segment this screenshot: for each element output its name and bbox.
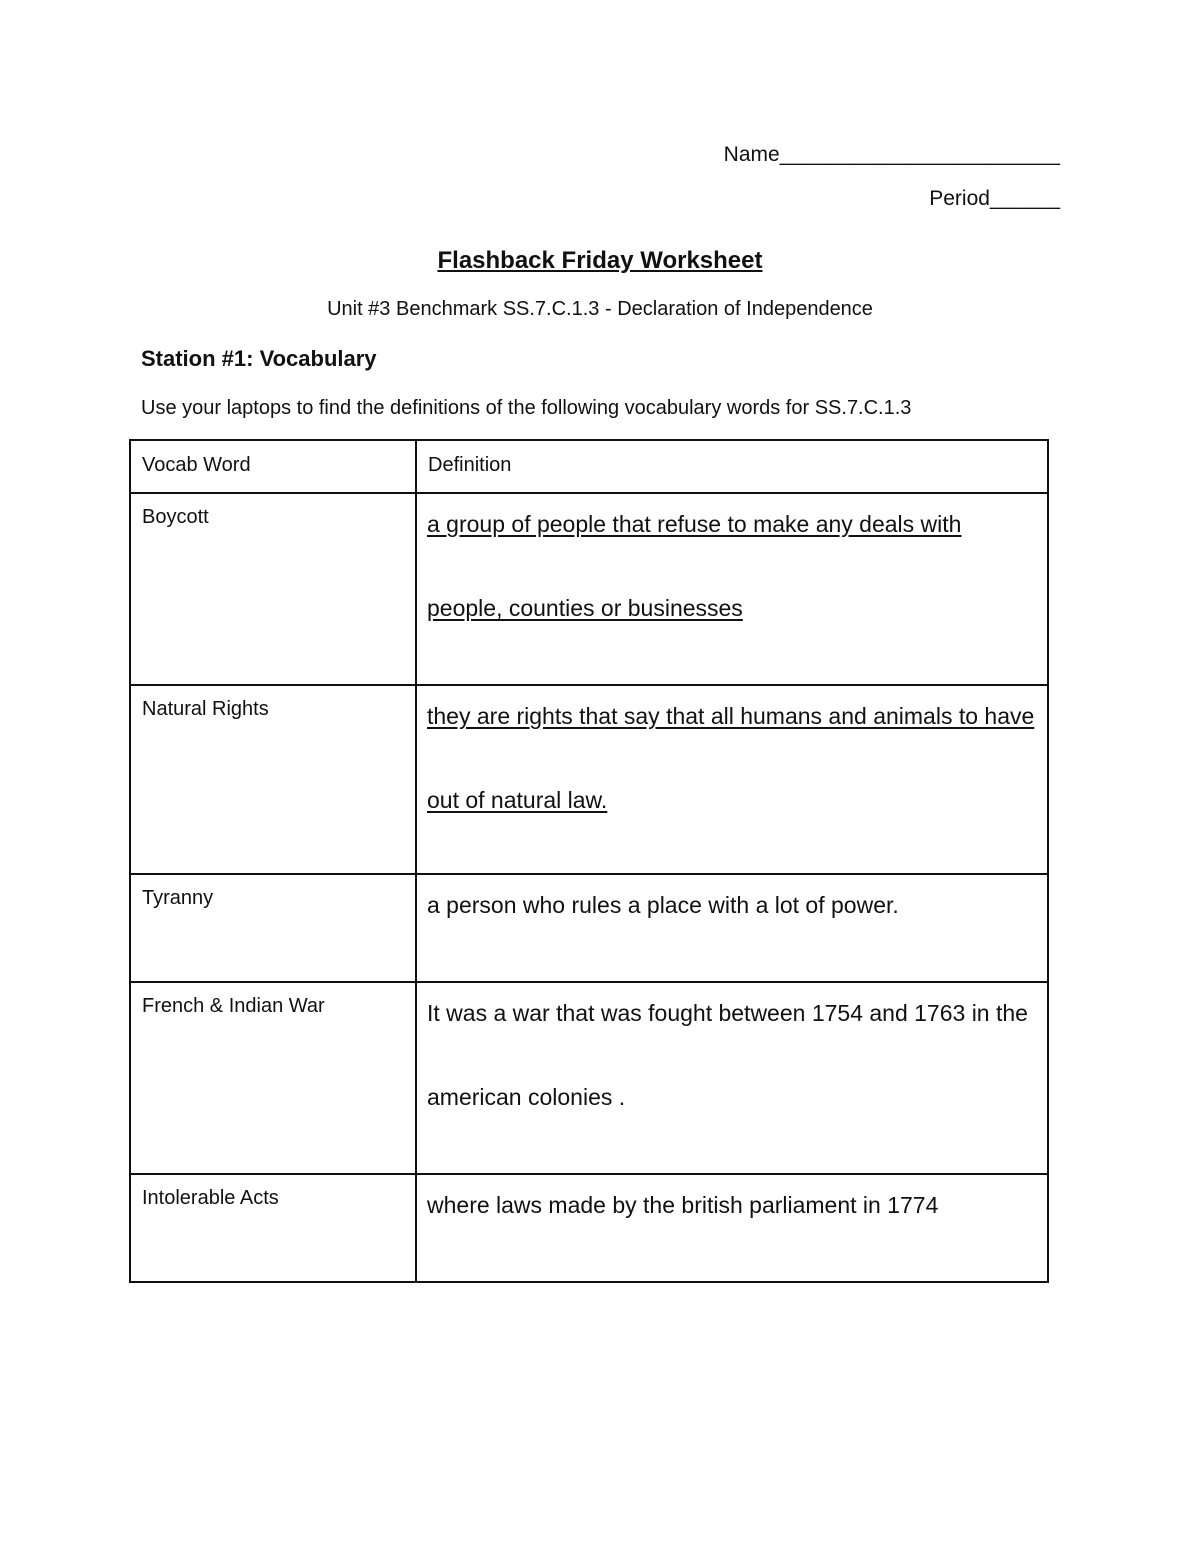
vocab-word-cell: Tyranny <box>130 874 416 982</box>
period-field: Period______ <box>929 187 1060 210</box>
table-row <box>130 493 1048 685</box>
table-row <box>130 982 1048 1174</box>
definition-cell <box>416 685 1048 874</box>
definition-cell <box>416 493 1048 685</box>
instructions-text: Use your laptops to find the definitions of the following vocabulary words for SS.7.C.1.3 <box>141 397 912 419</box>
definition-cell <box>416 874 1048 982</box>
vocab-word-cell: Natural Rights <box>130 685 416 874</box>
station-heading: Station #1: Vocabulary <box>141 346 377 371</box>
page-title: Flashback Friday Worksheet <box>437 247 763 274</box>
vocab-table <box>129 439 1049 1283</box>
vocab-word-cell: French & Indian War <box>130 982 416 1174</box>
vocab-word-cell: Boycott <box>130 493 416 685</box>
definition-text: where laws made by the british parliament in 1774 <box>427 1192 939 1218</box>
definition-cell <box>416 982 1048 1174</box>
page-subtitle: Unit #3 Benchmark SS.7.C.1.3 - Declaration of Independence <box>327 298 873 320</box>
table-row <box>130 874 1048 982</box>
definition-text: a group of people that refuse to make any deals with people, counties or businesses <box>427 511 962 621</box>
definition-cell <box>416 1174 1048 1282</box>
definition-text: a person who rules a place with a lot of power. <box>427 892 899 918</box>
header-vocab-word: Vocab Word <box>130 440 416 493</box>
table-row <box>130 685 1048 874</box>
vocab-word-cell: Intolerable Acts <box>130 1174 416 1282</box>
table-row <box>130 1174 1048 1282</box>
definition-text: It was a war that was fought between 1754 and 1763 in the american colonies . <box>427 1000 1028 1110</box>
header-definition: Definition <box>416 440 1048 493</box>
definition-text: they are rights that say that all humans and animals to have out of natural law. <box>427 703 1035 813</box>
name-field: Name________________________ <box>723 143 1060 166</box>
